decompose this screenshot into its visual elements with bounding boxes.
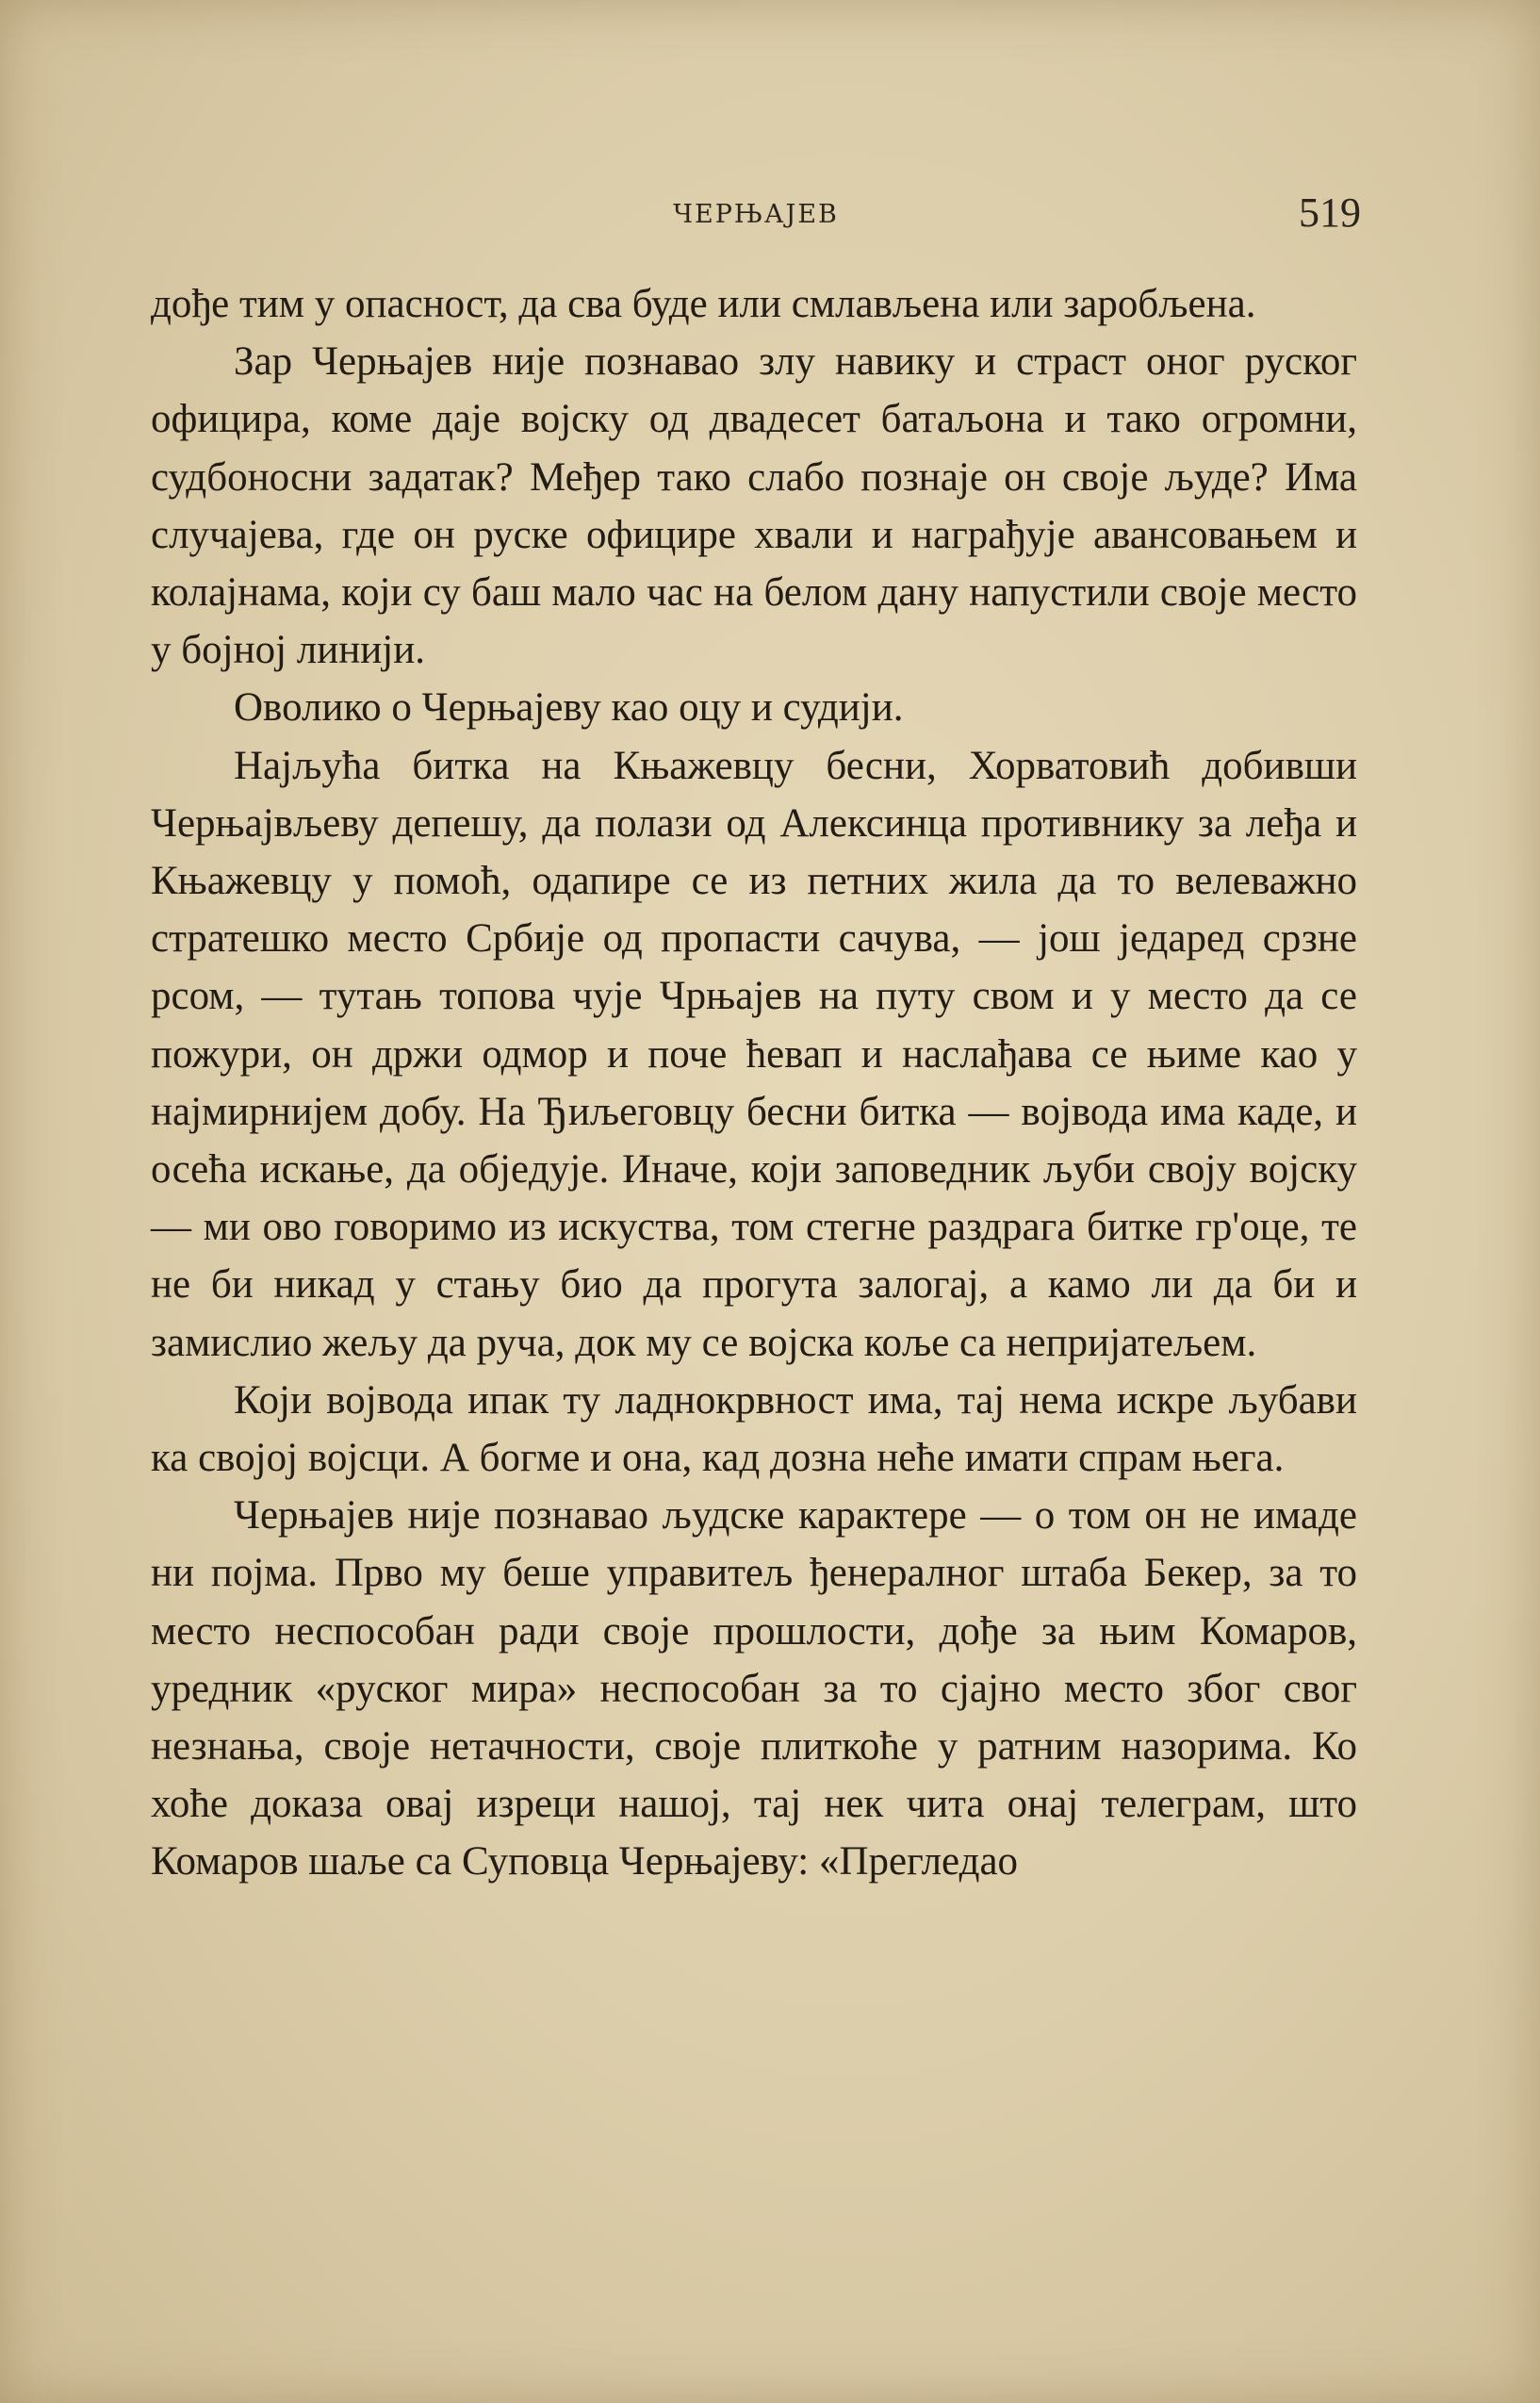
paragraph: Оволико о Черњајеву као оцу и судији. bbox=[234, 685, 904, 731]
running-head bbox=[151, 189, 1361, 245]
paragraph: Који војвода ипак ту ладнокрвност има, тај нема искре љубави ка својој војсци. А богме и она, кад дозна неће имати спрам њега. bbox=[151, 1377, 1357, 1481]
paragraph: Черњајев није познавао људске карактере — о том он не имаде ни појма. Прво му беше управитељ ђенералног штаба Бекер, за то место неспособан ради своје прошлости, дође за њим Комаров, уредник «руског мира» неспособан за то сјајно место због свог незнања, своје нетачности, своје плиткоће у ратним назорима. Ко хоће доказа овај изреци нашој, тај нек чита онај телеграм, што Комаров шаље са Суповца Черњајеву: «Прегледао bbox=[151, 1493, 1357, 1885]
running-title: ЧЕРЊАЈЕВ bbox=[673, 200, 839, 229]
body-text bbox=[151, 275, 1357, 1891]
page-number: 519 bbox=[1299, 189, 1361, 236]
paragraph: дође тим у опасност, да сва буде или смлављена или заробљена. bbox=[151, 282, 1256, 326]
paragraph: Најљућа битка на Књажевцу бесни, Хорватовић добивши Черњајвљеву депешу, да полази од Алексинца противнику за леђа и Књажевцу у помоћ, одапире се из петних жила да то велеважно стратешко место Србије од пропасти сачува, — још једаред срзне рсом, — тутањ топова чује Чрњајев на путу свом и у место да се пожури, он држи одмор и поче ћевап и наслађава се њиме као у најмирнијем добу. На Ђиљеговцу бесни битка — војвода има каде, и осећа искање, да објeдује. Иначе, који заповедник љуби своју војску — ми ово говоримо из искуства, том стегне раздрага битке гр'оце, те не би никад у стању био да прогута залогај, а камо ли да би и замислио жељу да руча, док му се војска коље са непријатељем. bbox=[151, 743, 1357, 1365]
paragraph: Зар Черњајев није познавао злу навику и страст оног руског официра, коме даје војску од двадесет батаљона и тако огромни, судбоносни задатак? Међер тако слабо познаје он своје људе? Има случајева, где он руске официре хвали и награђује авансовањем и колајнама, који су баш мало час на белом дану напустили своје место у бојној линији. bbox=[151, 339, 1357, 673]
